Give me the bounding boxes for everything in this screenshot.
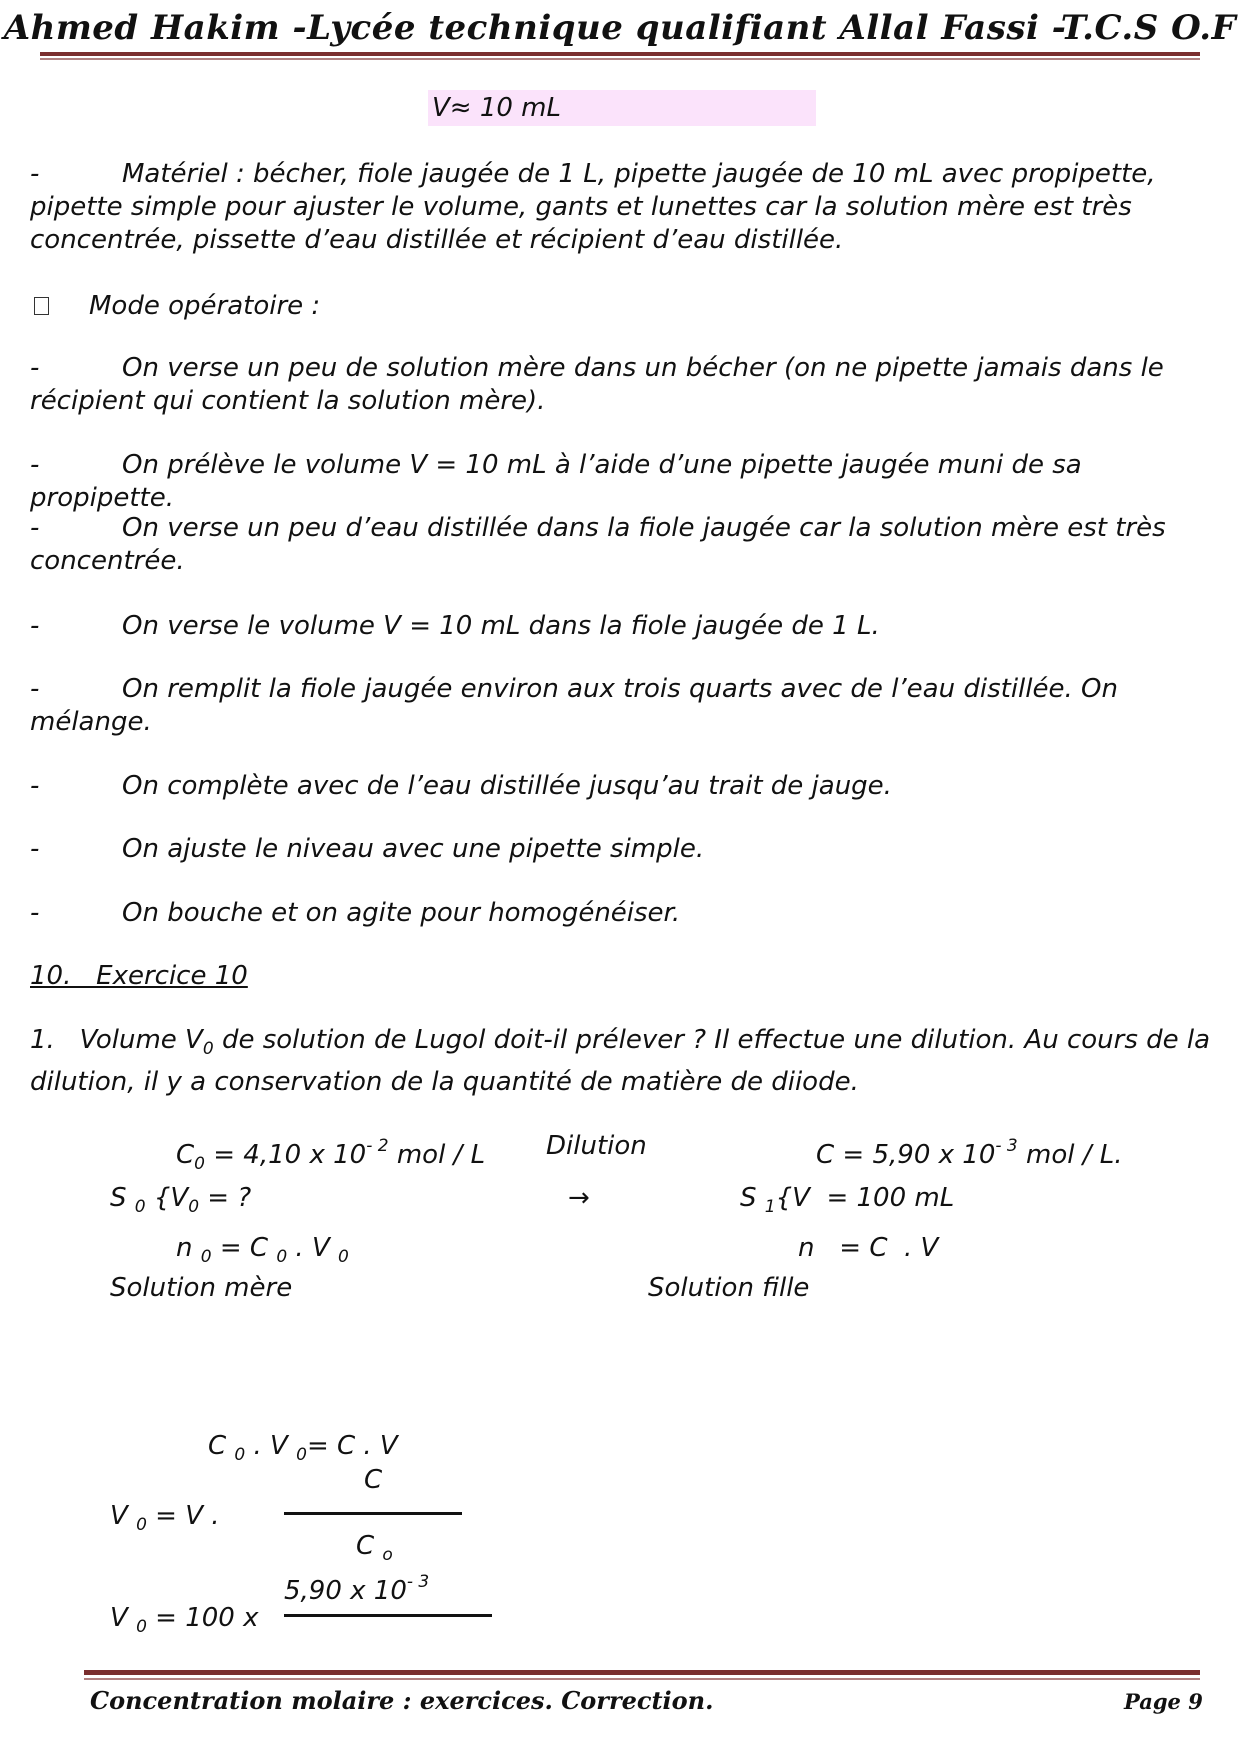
exercise-heading: 10. Exercice 10	[30, 961, 248, 991]
step-3: - On verse un peu d’eau distillée dans la fiole jaugée car la solution mère est très concentrée.	[30, 513, 1166, 576]
footer-title: Concentration molaire : exercices. Correction.	[90, 1686, 714, 1715]
materiel-paragraph	[30, 158, 1220, 257]
footer-rule-thin	[84, 1678, 1200, 1680]
fraction2-numerator: 5,90 x $10^{- 3}$	[284, 1572, 430, 1606]
step-8: - On bouche et on agite pour homogénéiser.	[30, 898, 681, 928]
step-4: - On verse le volume V = 10 mL dans la fiole jaugée de 1 L.	[30, 611, 880, 641]
dilution-arrow-icon: →	[568, 1183, 590, 1213]
v0-value-label: V $_0$ = 100 x	[110, 1603, 259, 1637]
step-6: - On complète avec de l’eau distillée jusqu’au trait de jauge.	[30, 771, 892, 801]
fraction2-line	[284, 1614, 492, 1617]
page-number: Page 9	[1124, 1689, 1203, 1714]
footer-rule	[84, 1670, 1200, 1675]
fraction1-line	[284, 1512, 462, 1515]
fraction1-denominator: C $_o$	[356, 1531, 393, 1565]
v0-formula-label: V $_0$ = V .	[110, 1501, 220, 1535]
step-5: - On remplit la fiole jaugée environ aux trois quarts avec de l’eau distillée. On mélange.	[30, 674, 1118, 737]
solution-fille-label: Solution fille	[648, 1273, 810, 1303]
n0-line: n $_0$ = C $_0$ . V $_0$	[176, 1233, 349, 1267]
step-7: - On ajuste le niveau avec une pipette simple.	[30, 834, 705, 864]
s1-line: S $_1${V = 100 mL	[740, 1183, 955, 1217]
mode-operatoire-title: Mode opératoire :	[30, 290, 320, 323]
n-line: n = C . V	[798, 1233, 939, 1263]
result-value: V≈ 10 mL	[432, 93, 561, 123]
header-rule-thin	[40, 58, 1200, 60]
s0-line: S $_0$ {$V_0$ = ?	[110, 1183, 252, 1217]
header-rule	[40, 52, 1200, 56]
fraction1-numerator: C	[364, 1465, 383, 1495]
c-line: C = 5,90 x $10^{- 3}$ mol / L.	[816, 1136, 1123, 1170]
materiel-text: Matériel : bécher, fiole jaugée de 1 L, pipette jaugée de 10 mL avec propipette, pipette simple pour ajuster le volume, gants et lunettes car la solution mère est très concentrée, pissette d’eau distillée et récipient d’eau distillée.	[30, 159, 1156, 255]
c0-line: $C_0 = 4,10$ x $10^{- 2}$ mol / L	[176, 1136, 486, 1174]
checkbox-glyph-icon	[34, 297, 49, 315]
dilution-label: Dilution	[546, 1131, 647, 1161]
dash-bullet: -	[30, 159, 40, 189]
conservation-equation: C $_0$ . V $_0$= C . V	[208, 1431, 398, 1465]
step-1: - On verse un peu de solution mère dans un bécher (on ne pipette jamais dans le récipient qui contient la solution mère).	[30, 353, 1164, 416]
step-2: - On prélève le volume V = 10 mL à l’aide d’une pipette jaugée muni de sa propipette.	[30, 450, 1082, 513]
question-1: 1. Volume $V_0$ de solution de Lugol doit-il prélever ? Il effectue une dilution. Au cours de la dilution, il y a conservation de la quantité de matière de diiode.	[30, 1025, 1211, 1097]
solution-mere-label: Solution mère	[110, 1273, 293, 1303]
page-header-title: Ahmed Hakim -Lycée technique qualifiant Allal Fassi -T.C.S O.F	[3, 8, 1237, 48]
